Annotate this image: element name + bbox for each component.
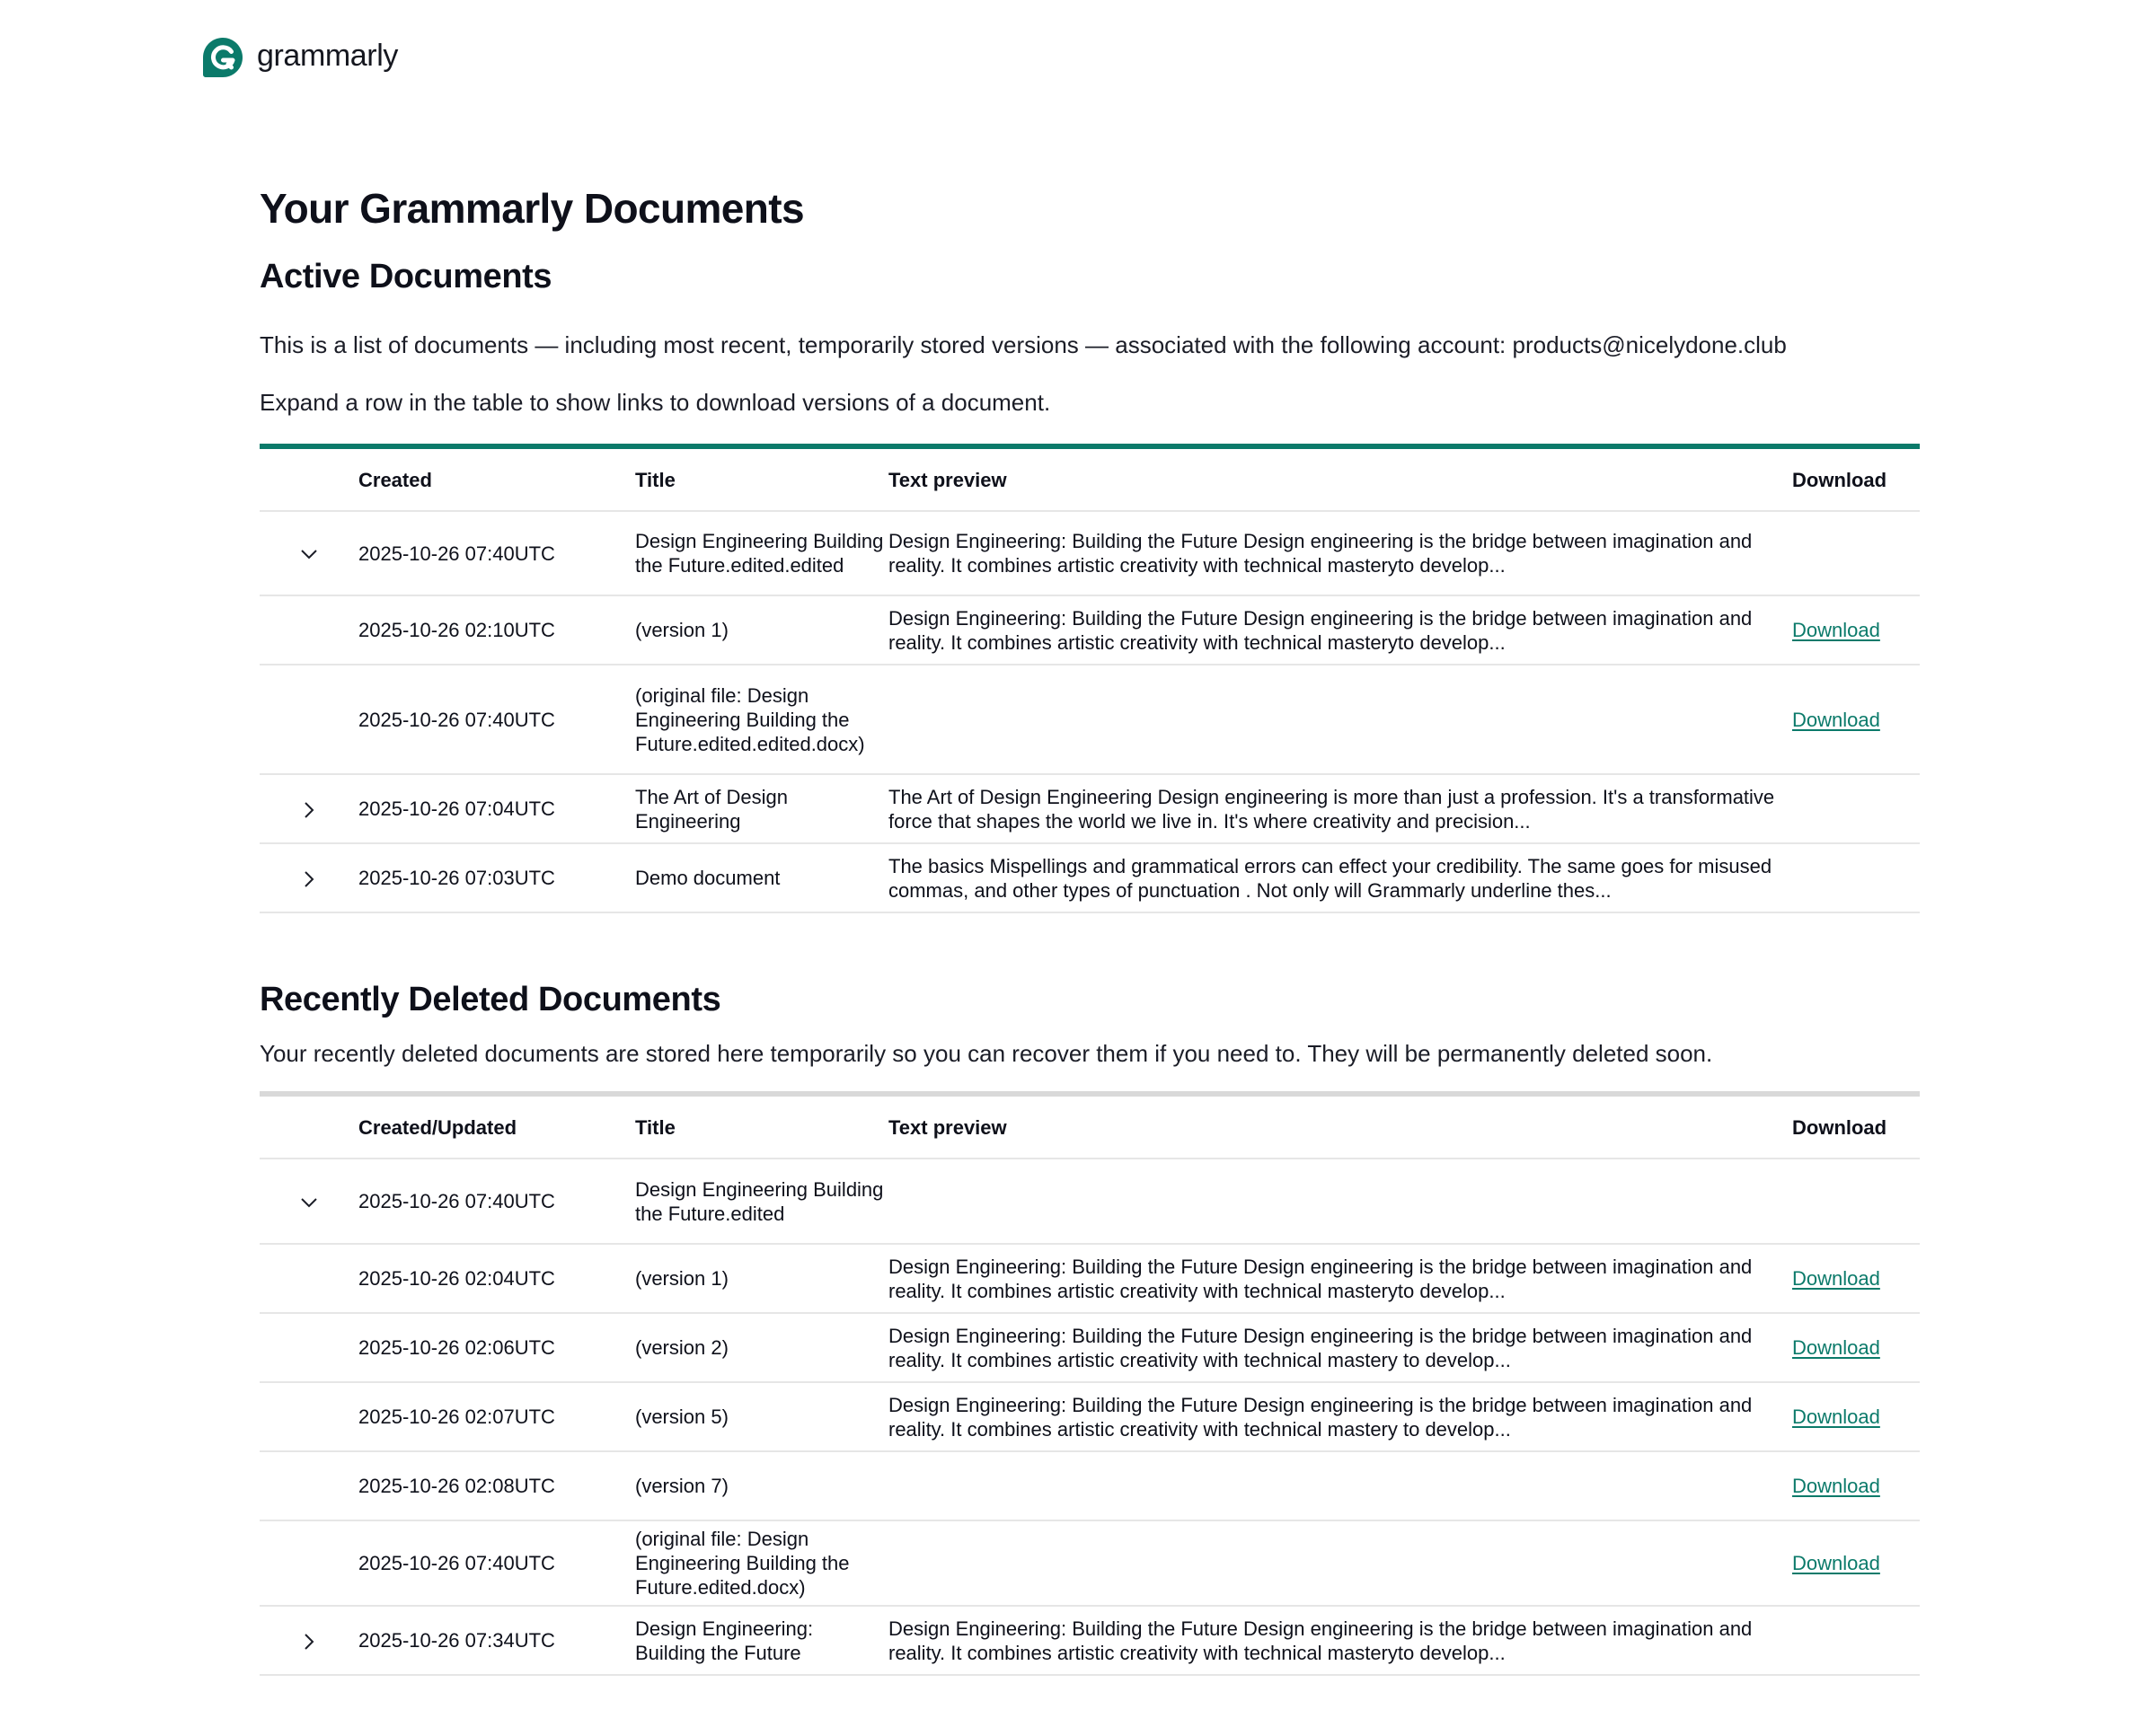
document-created: 2025-10-26 07:40UTC — [358, 511, 635, 595]
download-cell — [1792, 1382, 1920, 1451]
document-created: 2025-10-26 07:34UTC — [358, 1606, 635, 1675]
download-cell — [1792, 1159, 1920, 1244]
chevron-right-icon[interactable] — [297, 868, 321, 891]
chevron-down-icon[interactable] — [297, 1191, 321, 1214]
column-header-download: Download — [1792, 446, 1920, 511]
version-row — [260, 1520, 1920, 1606]
active-documents-table — [260, 444, 1920, 913]
download-cell — [1792, 1606, 1920, 1675]
document-title: Design Engineering: Building the Future — [635, 1606, 888, 1675]
column-header-title: Title — [635, 446, 888, 511]
table-header-row — [260, 446, 1920, 511]
download-cell — [1792, 1313, 1920, 1382]
version-created: 2025-10-26 02:07UTC — [358, 1382, 635, 1451]
download-link[interactable]: Download — [1792, 1267, 1880, 1290]
active-documents-instructions: Expand a row in the table to show links to download versions of a document. — [260, 389, 1051, 416]
page-title: Your Grammarly Documents — [260, 185, 804, 232]
version-created: 2025-10-26 02:08UTC — [358, 1451, 635, 1520]
download-link[interactable]: Download — [1792, 619, 1880, 641]
version-row — [260, 1313, 1920, 1382]
brand-wordmark[interactable]: grammarly — [257, 39, 398, 73]
download-link[interactable]: Download — [1792, 1336, 1880, 1359]
download-cell — [1792, 1520, 1920, 1606]
spacer-cell — [260, 1382, 358, 1451]
expand-column-header — [260, 1094, 358, 1159]
expand-column-header — [260, 446, 358, 511]
document-preview: The basics Mispellings and grammatical errors can effect your credibility. The same goes for misused commas, and other types of punctuation . Not only will Grammarly underline thes... — [888, 843, 1792, 912]
download-cell — [1792, 595, 1920, 665]
document-preview — [888, 1159, 1792, 1244]
version-title: (original file: Design Engineering Building the Future.edited.docx) — [635, 1520, 888, 1606]
version-title: (version 1) — [635, 1244, 888, 1313]
document-title: Demo document — [635, 843, 888, 912]
version-created: 2025-10-26 02:06UTC — [358, 1313, 635, 1382]
document-preview: The Art of Design Engineering Design engineering is more than just a profession. It's a transformative force that shapes the world we live in. It's where creativity and precision... — [888, 774, 1792, 843]
document-row[interactable] — [260, 511, 1920, 595]
chevron-right-icon[interactable] — [297, 798, 321, 822]
spacer-cell — [260, 1520, 358, 1606]
row-toggle[interactable] — [260, 843, 358, 912]
download-cell — [1792, 511, 1920, 595]
document-created: 2025-10-26 07:40UTC — [358, 1159, 635, 1244]
document-title: Design Engineering Building the Future.edited — [635, 1159, 888, 1244]
chevron-right-icon[interactable] — [297, 1630, 321, 1653]
version-row — [260, 595, 1920, 665]
document-title: The Art of Design Engineering — [635, 774, 888, 843]
spacer-cell — [260, 1313, 358, 1382]
row-toggle[interactable] — [260, 1606, 358, 1675]
grammarly-logo-icon[interactable] — [201, 36, 244, 79]
document-row[interactable] — [260, 774, 1920, 843]
download-cell — [1792, 1451, 1920, 1520]
spacer-cell — [260, 665, 358, 774]
version-title: (version 1) — [635, 595, 888, 665]
version-preview: Design Engineering: Building the Future Design engineering is the bridge between imagination and reality. It combines artistic creativity with technical masteryto develop... — [888, 595, 1792, 665]
row-toggle[interactable] — [260, 1159, 358, 1244]
document-title: Design Engineering Building the Future.edited.edited — [635, 511, 888, 595]
version-preview — [888, 1451, 1792, 1520]
active-documents-intro: This is a list of documents — including most recent, temporarily stored versions — associated with the following account: products@nicelydone.club — [260, 331, 1787, 358]
document-preview: Design Engineering: Building the Future Design engineering is the bridge between imagination and reality. It combines artistic creativity with technical masteryto develop... — [888, 1606, 1792, 1675]
version-title: (version 7) — [635, 1451, 888, 1520]
spacer-cell — [260, 595, 358, 665]
spacer-cell — [260, 1451, 358, 1520]
row-toggle[interactable] — [260, 774, 358, 843]
version-row — [260, 1382, 1920, 1451]
document-preview: Design Engineering: Building the Future Design engineering is the bridge between imagination and reality. It combines artistic creativity with technical masteryto develop... — [888, 511, 1792, 595]
column-header-created: Created — [358, 446, 635, 511]
version-row — [260, 1244, 1920, 1313]
version-preview: Design Engineering: Building the Future Design engineering is the bridge between imagination and reality. It combines artistic creativity with technical mastery to develop... — [888, 1313, 1792, 1382]
version-title: (version 2) — [635, 1313, 888, 1382]
column-header-download: Download — [1792, 1094, 1920, 1159]
document-row[interactable] — [260, 1606, 1920, 1675]
site-header — [201, 34, 398, 81]
version-created: 2025-10-26 02:10UTC — [358, 595, 635, 665]
main-content — [260, 180, 1920, 1676]
row-toggle[interactable] — [260, 511, 358, 595]
version-title: (original file: Design Engineering Building the Future.edited.edited.docx) — [635, 665, 888, 774]
deleted-documents-intro: Your recently deleted documents are stored here temporarily so you can recover them if you need to. They will be permanently deleted soon. — [260, 1040, 1713, 1067]
version-preview: Design Engineering: Building the Future Design engineering is the bridge between imagination and reality. It combines artistic creativity with technical mastery to develop... — [888, 1382, 1792, 1451]
column-header-preview: Text preview — [888, 1094, 1792, 1159]
deleted-documents-table — [260, 1091, 1920, 1676]
version-preview: Design Engineering: Building the Future Design engineering is the bridge between imagination and reality. It combines artistic creativity with technical masteryto develop... — [888, 1244, 1792, 1313]
download-cell — [1792, 774, 1920, 843]
document-created: 2025-10-26 07:03UTC — [358, 843, 635, 912]
version-created: 2025-10-26 02:04UTC — [358, 1244, 635, 1313]
document-row[interactable] — [260, 843, 1920, 912]
chevron-down-icon[interactable] — [297, 542, 321, 566]
document-created: 2025-10-26 07:04UTC — [358, 774, 635, 843]
column-header-title: Title — [635, 1094, 888, 1159]
version-created: 2025-10-26 07:40UTC — [358, 665, 635, 774]
version-created: 2025-10-26 07:40UTC — [358, 1520, 635, 1606]
active-documents-heading: Active Documents — [260, 258, 552, 295]
spacer-cell — [260, 1244, 358, 1313]
download-cell — [1792, 665, 1920, 774]
version-row — [260, 665, 1920, 774]
column-header-created-updated: Created/Updated — [358, 1094, 635, 1159]
table-header-row — [260, 1094, 1920, 1159]
deleted-documents-heading: Recently Deleted Documents — [260, 981, 721, 1018]
version-preview — [888, 665, 1792, 774]
download-link[interactable]: Download — [1792, 1406, 1880, 1428]
download-cell — [1792, 1244, 1920, 1313]
download-link[interactable]: Download — [1792, 1475, 1880, 1497]
document-row[interactable] — [260, 1159, 1920, 1244]
download-link[interactable]: Download — [1792, 708, 1880, 731]
version-preview — [888, 1520, 1792, 1606]
version-row — [260, 1451, 1920, 1520]
version-title: (version 5) — [635, 1382, 888, 1451]
column-header-preview: Text preview — [888, 446, 1792, 511]
download-link[interactable]: Download — [1792, 1552, 1880, 1574]
download-cell — [1792, 843, 1920, 912]
